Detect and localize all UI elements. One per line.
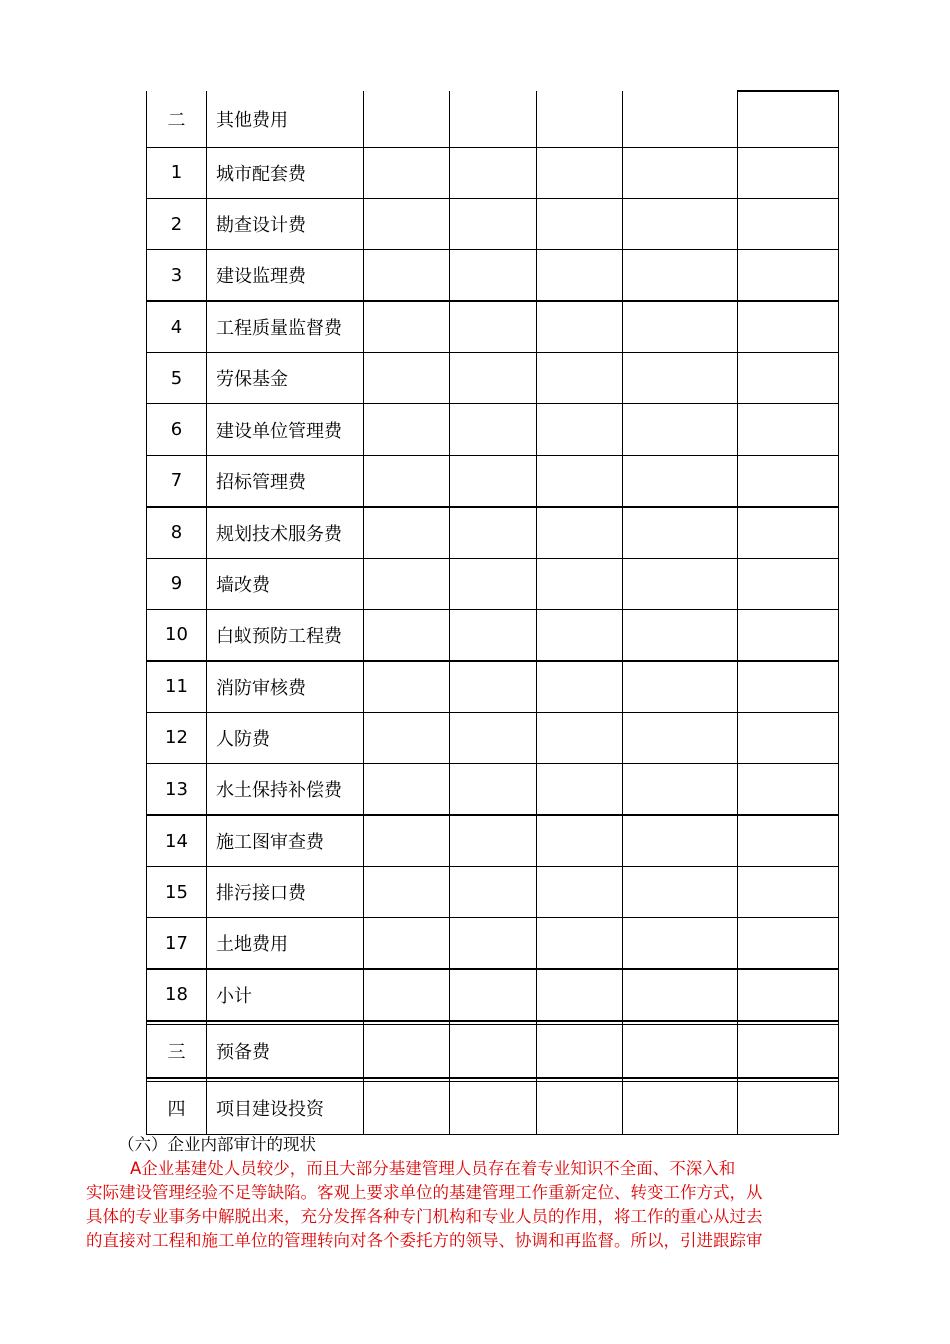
table-row: [147, 969, 839, 1020]
row-item-name: 工程质量监督费: [207, 301, 364, 352]
row-item-name: 墙改费: [207, 558, 364, 609]
row-number: 1: [147, 147, 207, 198]
table-row: [147, 147, 839, 198]
row-number: 5: [147, 353, 207, 404]
table-row: [147, 610, 839, 661]
row-item-name: 排污接口费: [207, 866, 364, 917]
row-number: 11: [147, 661, 207, 712]
row-number: 6: [147, 404, 207, 455]
row-number: 二: [147, 91, 207, 147]
row-item-name: 招标管理费: [207, 455, 364, 506]
row-number: 8: [147, 507, 207, 558]
table-row: [147, 1025, 839, 1078]
row-number: 三: [147, 1025, 207, 1078]
table-row: [147, 764, 839, 815]
table-row: [147, 712, 839, 763]
row-number: 12: [147, 712, 207, 763]
row-item-name: 预备费: [207, 1025, 364, 1078]
row-number: 10: [147, 610, 207, 661]
table-row: [147, 815, 839, 866]
row-number: 15: [147, 866, 207, 917]
row-number: 2: [147, 198, 207, 249]
section-heading: （六）企业内部审计的现状: [118, 1135, 316, 1154]
table-row: [147, 301, 839, 352]
row-item-name: 建设单位管理费: [207, 404, 364, 455]
row-item-name: 土地费用: [207, 918, 364, 969]
table-row: [147, 91, 839, 147]
row-item-name: 水土保持补偿费: [207, 764, 364, 815]
row-item-name: 项目建设投资: [207, 1082, 364, 1135]
row-number: 四: [147, 1082, 207, 1135]
table-row: [147, 507, 839, 558]
table-row: [147, 198, 839, 249]
table-row: [147, 250, 839, 301]
row-item-name: 小计: [207, 969, 364, 1020]
row-number: 9: [147, 558, 207, 609]
row-item-name: 规划技术服务费: [207, 507, 364, 558]
row-number: 18: [147, 969, 207, 1020]
row-item-name: 其他费用: [207, 91, 364, 147]
table-row: [147, 661, 839, 712]
table-row: [147, 1082, 839, 1135]
row-item-name: 施工图审查费: [207, 815, 364, 866]
row-item-name: 白蚁预防工程费: [207, 610, 364, 661]
row-number: 4: [147, 301, 207, 352]
row-item-name: 城市配套费: [207, 147, 364, 198]
row-item-name: 劳保基金: [207, 353, 364, 404]
paragraph-line: 实际建设管理经验不足等缺陷。客观上要求单位的基建管理工作重新定位、转变工作方式，从: [86, 1183, 763, 1202]
row-item-name: 人防费: [207, 712, 364, 763]
row-number: 13: [147, 764, 207, 815]
row-number: 17: [147, 918, 207, 969]
paragraph-line: 具体的专业事务中解脱出来，充分发挥各种专门机构和专业人员的作用，将工作的重心从过去: [86, 1207, 763, 1226]
paragraph-line: 的直接对工程和施工单位的管理转向对各个委托方的领导、协调和再监督。所以，引进跟踪审: [86, 1231, 763, 1250]
row-item-name: 消防审核费: [207, 661, 364, 712]
paragraph-line: A企业基建处人员较少，而且大部分基建管理人员存在着专业知识不全面、不深入和: [130, 1159, 736, 1178]
table-row: [147, 404, 839, 455]
row-number: 14: [147, 815, 207, 866]
table-row: [147, 455, 839, 506]
table-row: [147, 918, 839, 969]
row-number: 3: [147, 250, 207, 301]
fee-table: [146, 90, 839, 1135]
row-item-name: 勘查设计费: [207, 198, 364, 249]
row-number: 7: [147, 455, 207, 506]
table-row: [147, 353, 839, 404]
row-item-name: 建设监理费: [207, 250, 364, 301]
table-row: [147, 866, 839, 917]
table-row: [147, 558, 839, 609]
